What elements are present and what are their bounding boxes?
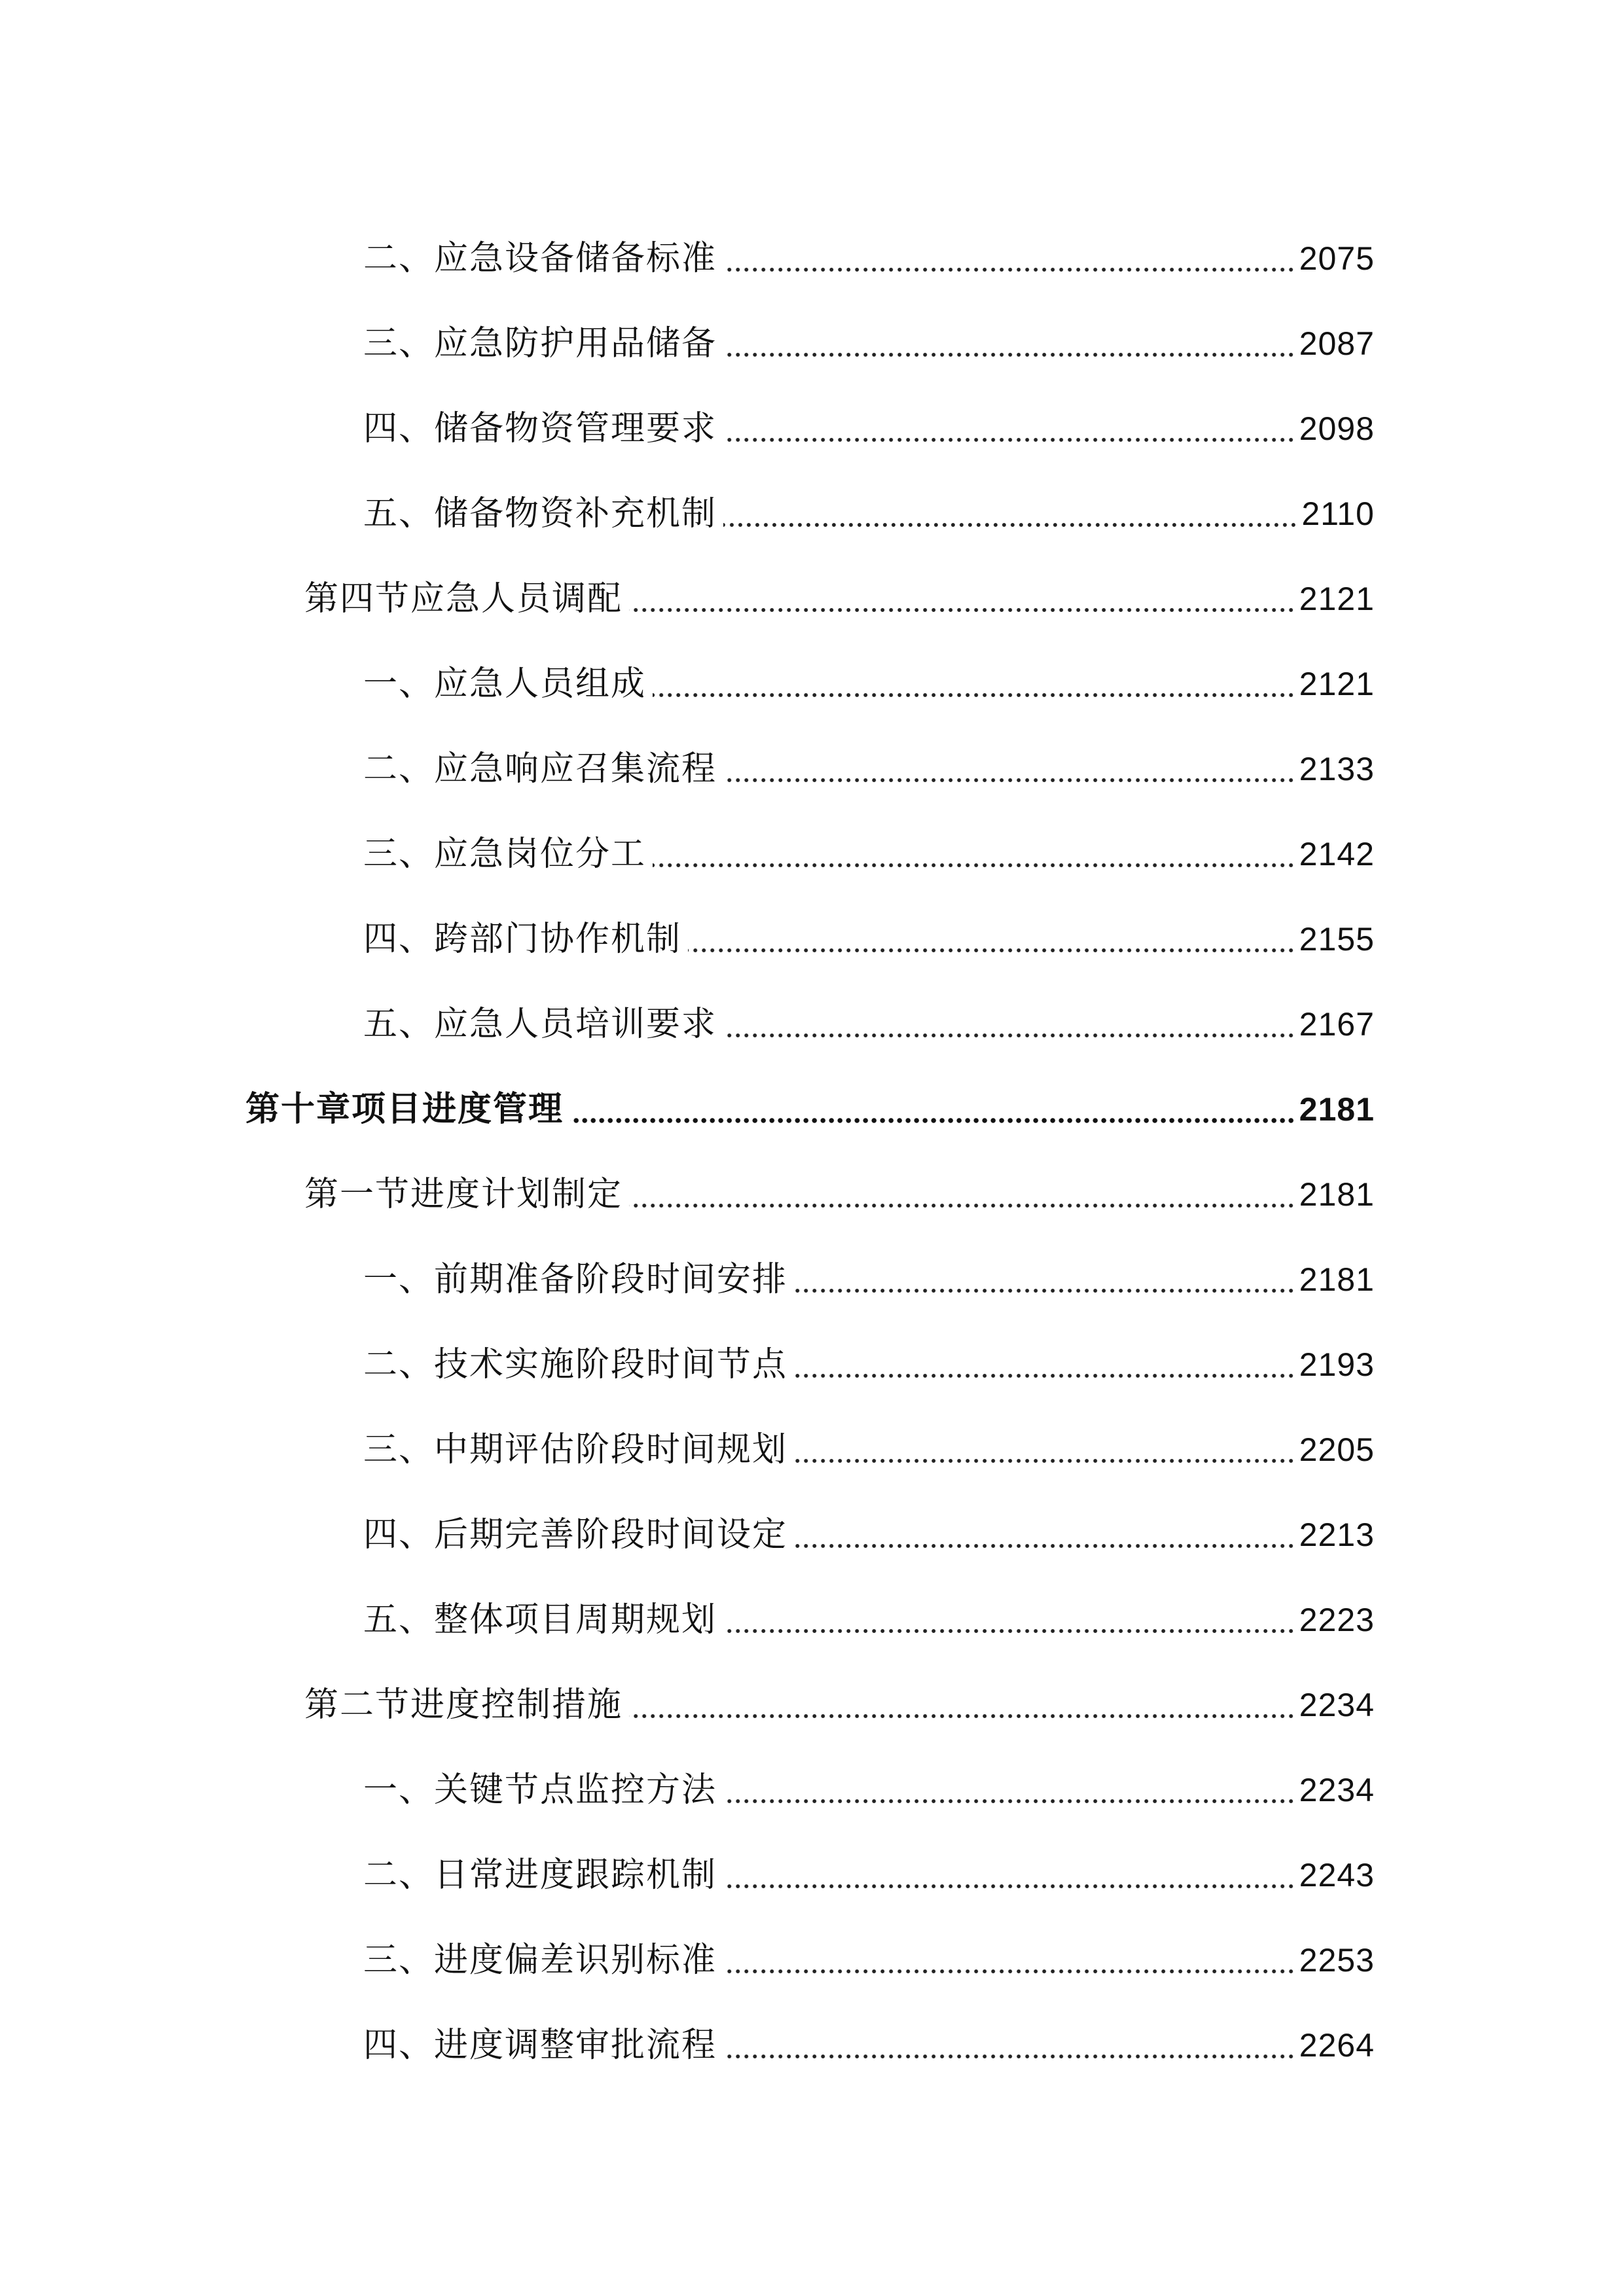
toc-entry-subsection[interactable]	[0, 1748, 1624, 1833]
toc-entry-subsection[interactable]	[0, 1577, 1624, 1662]
toc-entry-title: 四、储备物资管理要求	[363, 409, 717, 448]
toc-entry-subsection[interactable]	[0, 1492, 1624, 1577]
toc-dot-leader	[723, 1603, 1295, 1637]
toc-entry-title: 第一节进度计划制定	[304, 1175, 623, 1214]
toc-entry-title: 三、进度偏差识别标准	[363, 1941, 717, 1980]
toc-entry-section[interactable]	[0, 556, 1624, 641]
toc-entry-page-number: 2181	[1299, 1176, 1375, 1213]
toc-dot-leader	[723, 1007, 1295, 1041]
toc-entry-page-number: 2243	[1299, 1857, 1375, 1893]
toc-entry-page-number: 2098	[1299, 410, 1375, 447]
toc-entry-subsection[interactable]	[0, 216, 1624, 301]
toc-entry-page-number: 2142	[1299, 836, 1375, 872]
toc-entry-page-number: 2213	[1299, 1516, 1375, 1553]
table-of-contents	[0, 216, 1624, 2088]
toc-entry-page-number: 2110	[1301, 495, 1375, 532]
toc-dot-leader	[723, 1943, 1295, 1977]
toc-dot-leader	[723, 2028, 1295, 2062]
toc-entry-page-number: 2121	[1299, 666, 1375, 702]
toc-entry-title: 第二节进度控制措施	[304, 1685, 623, 1725]
toc-dot-leader	[794, 1263, 1295, 1297]
toc-dot-leader	[570, 1092, 1295, 1126]
toc-entry-subsection[interactable]	[0, 812, 1624, 897]
toc-entry-page-number: 2087	[1299, 325, 1375, 362]
toc-entry-page-number: 2181	[1299, 1261, 1375, 1298]
toc-entry-title: 二、技术实施阶段时间节点	[363, 1345, 788, 1384]
toc-entry-subsection[interactable]	[0, 726, 1624, 812]
toc-entry-page-number: 2234	[1299, 1772, 1375, 1808]
toc-dot-leader	[723, 242, 1295, 276]
toc-entry-page-number: 2193	[1299, 1346, 1375, 1383]
toc-dot-leader	[723, 1858, 1295, 1892]
toc-dot-leader	[723, 752, 1295, 786]
toc-entry-section[interactable]	[0, 1662, 1624, 1748]
toc-entry-page-number: 2155	[1299, 921, 1375, 958]
toc-entry-title: 二、应急设备储备标准	[363, 239, 717, 278]
toc-entry-page-number: 2253	[1299, 1942, 1375, 1979]
toc-entry-title: 二、应急响应召集流程	[363, 749, 717, 789]
toc-entry-chapter[interactable]	[0, 1067, 1624, 1152]
toc-entry-page-number: 2121	[1299, 581, 1375, 617]
toc-dot-leader	[629, 1177, 1295, 1211]
toc-entry-subsection[interactable]	[0, 897, 1624, 982]
toc-dot-leader	[794, 1518, 1295, 1552]
toc-entry-title: 一、关键节点监控方法	[363, 1770, 717, 1810]
toc-entry-title: 二、日常进度跟踪机制	[363, 1856, 717, 1895]
toc-dot-leader	[688, 922, 1295, 956]
toc-entry-title: 四、跨部门协作机制	[363, 920, 682, 959]
toc-entry-subsection[interactable]	[0, 1407, 1624, 1492]
toc-entry-subsection[interactable]	[0, 386, 1624, 471]
toc-entry-page-number: 2133	[1299, 751, 1375, 787]
toc-entry-subsection[interactable]	[0, 1237, 1624, 1322]
toc-dot-leader	[653, 667, 1295, 701]
toc-dot-leader	[629, 582, 1295, 616]
toc-entry-title: 三、应急防护用品储备	[363, 324, 717, 363]
toc-entry-subsection[interactable]	[0, 1833, 1624, 1918]
toc-dot-leader	[794, 1348, 1295, 1382]
toc-dot-leader	[653, 837, 1295, 871]
toc-entry-page-number: 2223	[1299, 1602, 1375, 1638]
toc-entry-page-number: 2075	[1299, 240, 1375, 277]
toc-entry-subsection[interactable]	[0, 471, 1624, 556]
toc-entry-section[interactable]	[0, 1152, 1624, 1237]
toc-entry-page-number: 2264	[1299, 2027, 1375, 2064]
toc-entry-title: 第四节应急人员调配	[304, 579, 623, 619]
toc-dot-leader	[794, 1433, 1295, 1467]
toc-dot-leader	[629, 1688, 1295, 1722]
toc-entry-subsection[interactable]	[0, 1322, 1624, 1407]
toc-entry-subsection[interactable]	[0, 982, 1624, 1067]
toc-entry-title: 第十章项目进度管理	[245, 1089, 564, 1129]
toc-entry-title: 四、进度调整审批流程	[363, 2026, 717, 2065]
toc-entry-title: 一、应急人员组成	[363, 664, 647, 704]
toc-entry-subsection[interactable]	[0, 641, 1624, 726]
toc-entry-title: 五、应急人员培训要求	[363, 1005, 717, 1044]
toc-entry-page-number: 2205	[1299, 1431, 1375, 1468]
toc-dot-leader	[723, 497, 1297, 531]
toc-entry-subsection[interactable]	[0, 301, 1624, 386]
toc-entry-title: 五、储备物资补充机制	[363, 494, 717, 533]
toc-entry-page-number: 2167	[1299, 1006, 1375, 1043]
toc-entry-page-number: 2234	[1299, 1687, 1375, 1723]
toc-entry-title: 五、整体项目周期规划	[363, 1600, 717, 1640]
toc-entry-subsection[interactable]	[0, 2003, 1624, 2088]
toc-entry-subsection[interactable]	[0, 1918, 1624, 2003]
toc-entry-page-number: 2181	[1299, 1091, 1375, 1128]
toc-entry-title: 三、中期评估阶段时间规划	[363, 1430, 788, 1469]
toc-entry-title: 三、应急岗位分工	[363, 834, 647, 874]
toc-dot-leader	[723, 1773, 1295, 1807]
toc-entry-title: 四、后期完善阶段时间设定	[363, 1515, 788, 1554]
toc-dot-leader	[723, 327, 1295, 361]
toc-entry-title: 一、前期准备阶段时间安排	[363, 1260, 788, 1299]
toc-dot-leader	[723, 412, 1295, 446]
